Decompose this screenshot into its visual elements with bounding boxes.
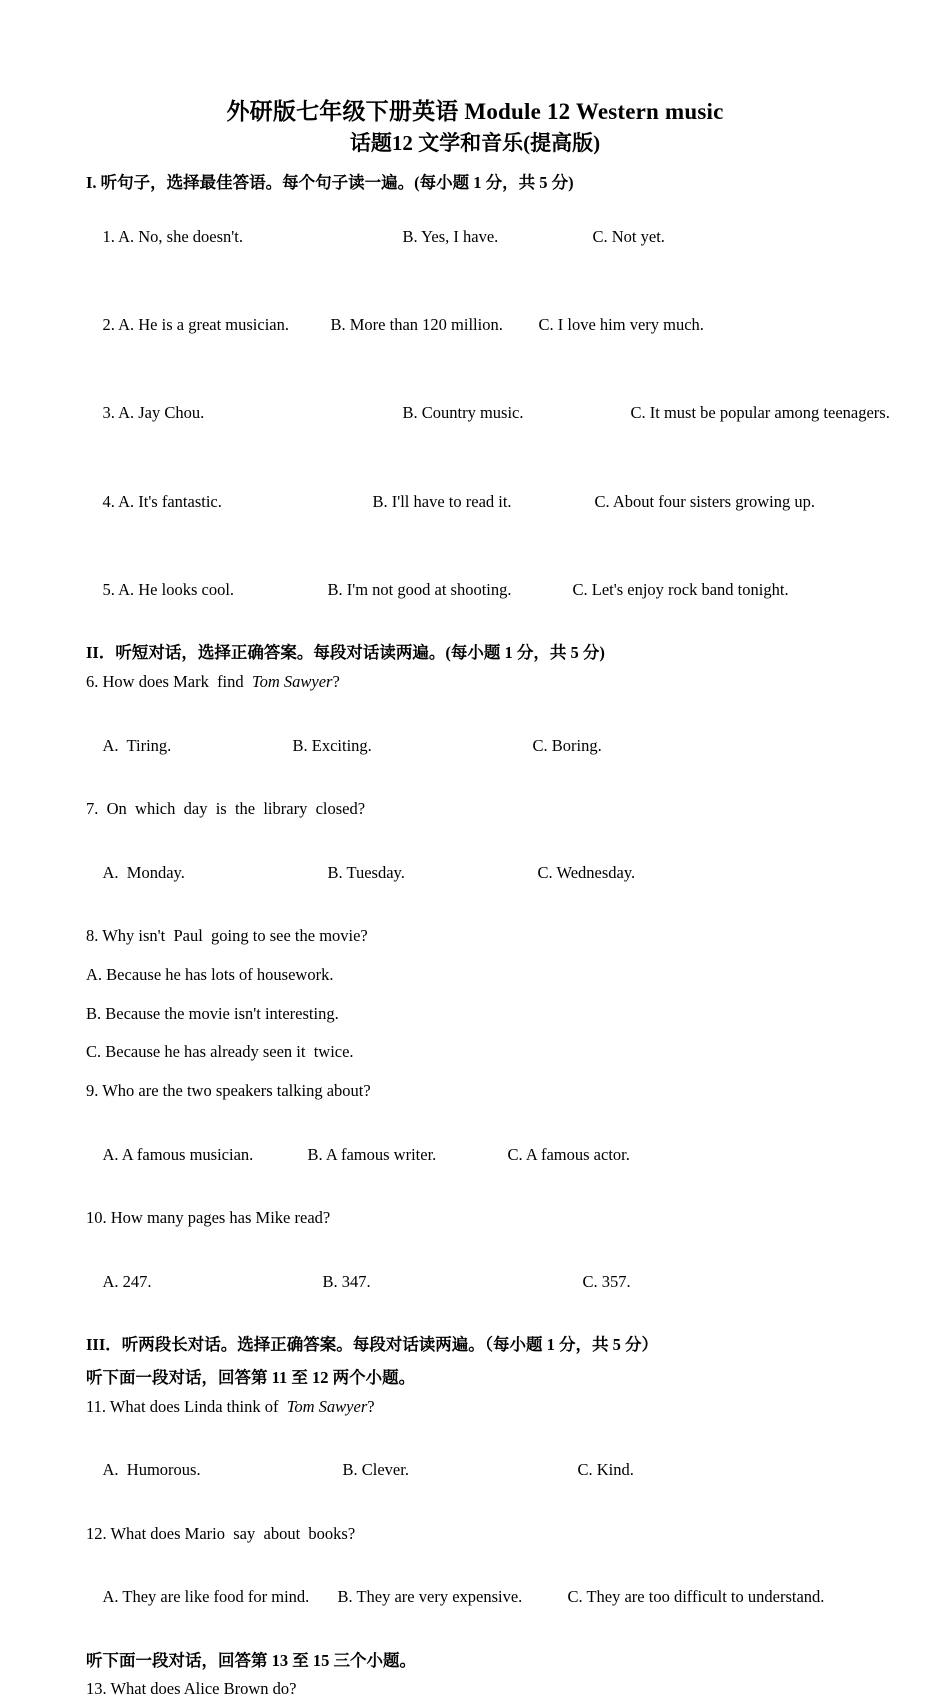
option-a: 3. A. Jay Chou. (102, 403, 205, 423)
question-options-11 (86, 1433, 864, 1507)
option-c: C. They are too difficult to understand. (567, 1587, 825, 1607)
option-b: B. Country music. (402, 403, 524, 423)
option-a: A. 247. (102, 1271, 152, 1291)
section-heading-2: II．听短对话，选择正确答案。每段对话读两遍。(每小题 1 分，共 5 分) (86, 643, 605, 663)
question-8: 8. Why isn't Paul going to see the movie? (86, 926, 368, 946)
book-title: Tom Sawyer (286, 1396, 368, 1416)
question-options-3 (86, 377, 890, 451)
question-8-option-b: B. Because the movie isn't interesting. (86, 1003, 339, 1023)
question-text: 11. What does Linda think of (86, 1396, 287, 1416)
book-title: Tom Sawyer (251, 672, 333, 692)
sub-heading-11-12: 听下面一段对话，回答第 11 至 12 两个小题。 (86, 1367, 416, 1387)
question-8-option-a: A. Because he has lots of housework. (86, 964, 334, 984)
option-c: C. Kind. (577, 1460, 634, 1480)
question-7: 7. On which day is the library closed? (86, 799, 366, 819)
option-a: A. Tiring. (102, 735, 172, 755)
option-a: 5. A. He looks cool. (102, 579, 235, 599)
option-c: C. I love him very much. (538, 315, 704, 335)
question-10: 10. How many pages has Mike read? (86, 1208, 331, 1228)
option-b: B. I'm not good at shooting. (327, 579, 512, 599)
option-c: C. A famous actor. (507, 1144, 630, 1164)
question-options-5 (86, 553, 864, 627)
option-b: B. They are very expensive. (337, 1587, 523, 1607)
question-suffix: ? (367, 1396, 375, 1416)
question-options-9 (86, 1118, 864, 1192)
question-options-7 (86, 836, 864, 910)
question-options-2 (86, 288, 864, 362)
option-a: 1. A. No, she doesn't. (102, 226, 243, 246)
question-options-12 (86, 1560, 864, 1634)
option-c: C. 357. (582, 1271, 631, 1291)
option-c: C. Not yet. (592, 226, 665, 246)
question-11 (86, 1395, 864, 1420)
option-b: B. Exciting. (292, 735, 372, 755)
option-a: A. Humorous. (102, 1460, 201, 1480)
question-13: 13. What does Alice Brown do? (86, 1679, 297, 1699)
page-subtitle: 话题12 文学和音乐(提高版) (349, 131, 601, 156)
option-a: A. They are like food for mind. (102, 1587, 310, 1607)
option-b: B. Tuesday. (327, 862, 405, 882)
option-a: 2. A. He is a great musician. (102, 315, 289, 335)
option-c: C. Let's enjoy rock band tonight. (572, 579, 789, 599)
sub-heading-13-15: 听下面一段对话，回答第 13 至 15 三个小题。 (86, 1650, 416, 1670)
option-b: B. Clever. (342, 1460, 409, 1480)
option-b: B. I'll have to read it. (372, 491, 512, 511)
option-b: B. 347. (322, 1271, 371, 1291)
option-c: C. About four sisters growing up. (594, 491, 815, 511)
question-12: 12. What does Mario say about books? (86, 1523, 356, 1543)
section-heading-1: I. 听句子，选择最佳答语。每个句子读一遍。(每小题 1 分，共 5 分) (86, 173, 574, 193)
option-a: 4. A. It's fantastic. (102, 491, 222, 511)
question-options-10 (86, 1245, 864, 1319)
page-title: 外研版七年级下册英语 Module 12 Western music (226, 99, 724, 124)
option-c: C. It must be popular among teenagers. (630, 403, 890, 423)
option-a: A. Monday. (102, 862, 185, 882)
question-options-1 (86, 200, 864, 274)
option-b: B. Yes, I have. (402, 226, 499, 246)
question-suffix: ? (332, 672, 340, 692)
question-9: 9. Who are the two speakers talking about? (86, 1081, 371, 1101)
option-c: C. Wednesday. (537, 862, 636, 882)
question-options-6 (86, 709, 864, 783)
option-a: A. A famous musician. (102, 1144, 254, 1164)
option-b: B. More than 120 million. (330, 315, 503, 335)
option-b: B. A famous writer. (307, 1144, 437, 1164)
question-6 (86, 670, 864, 695)
section-heading-3: III．听两段长对话。选择正确答案。每段对话读两遍。（每小题 1 分，共 5 分） (86, 1335, 659, 1355)
option-c: C. Boring. (532, 735, 602, 755)
question-options-4 (86, 465, 864, 539)
question-text: 6. How does Mark find (86, 672, 252, 692)
question-8-option-c: C. Because he has already seen it twice. (86, 1042, 354, 1062)
